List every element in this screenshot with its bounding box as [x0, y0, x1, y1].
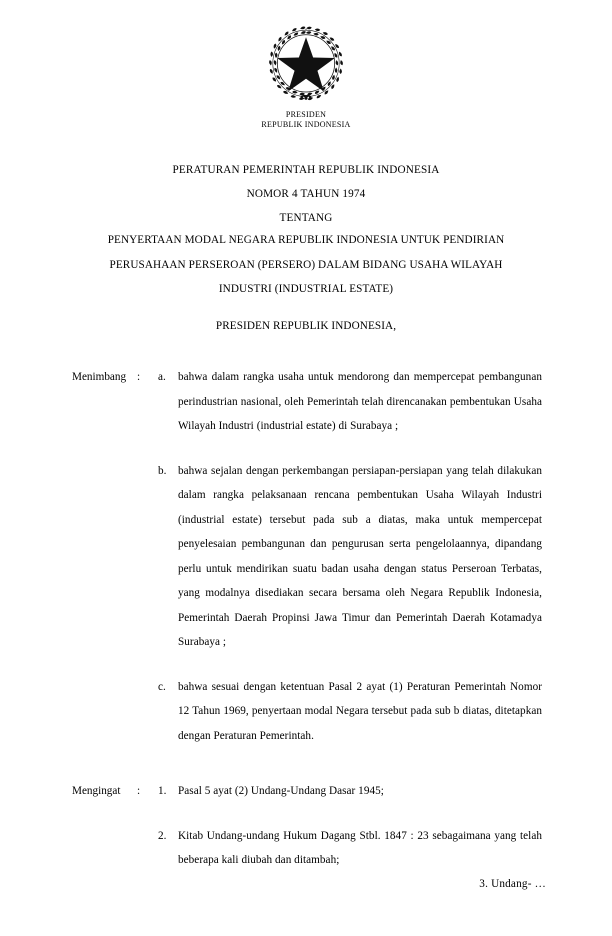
- menimbang-label: Menimbang: [72, 371, 127, 383]
- subject-line-3: INDUSTRI (INDUSTRIAL ESTATE): [218, 283, 394, 295]
- menimbang-item-list: [158, 365, 542, 748]
- item-marker: 1.: [158, 785, 167, 797]
- page-catchword: 3. Undang- …: [479, 878, 546, 890]
- list-item: [158, 459, 542, 655]
- regulation-number-line: NOMOR 4 TAHUN 1974: [246, 188, 366, 200]
- item-marker: 2.: [158, 829, 167, 842]
- mengingat-label: Mengingat: [72, 785, 121, 797]
- mengingat-colon: :: [137, 785, 141, 797]
- about-label-line: TENTANG: [279, 212, 333, 224]
- document-title-block: [36, 158, 576, 230]
- item-text: bahwa dalam rangka usaha untuk mendorong dan mempercepat pembangunan perindustrian nasional, oleh Pemerintah telah direncanakan pembentukan Usaha Wilayah Industri (industrial estate) di Surabaya ;: [178, 371, 542, 432]
- item-text: Kitab Undang-undang Hukum Dagang Stbl. 1847 : 23 sebagaimana yang telah beberapa kali diubah dan ditambah;: [178, 829, 542, 866]
- list-item: [158, 365, 542, 439]
- list-item: [158, 675, 542, 749]
- menimbang-colon: :: [137, 371, 141, 383]
- list-item: [158, 824, 542, 873]
- item-marker: b.: [158, 464, 167, 477]
- subject-line-1: PENYERTAAN MODAL NEGARA REPUBLIK INDONESIA UNTUK PENDIRIAN: [107, 234, 505, 246]
- emblem-caption: [0, 110, 612, 129]
- item-text: Pasal 5 ayat (2) Undang-Undang Dasar 1945;: [178, 785, 384, 797]
- presidential-emblem-block: [0, 26, 612, 129]
- emblem-caption-line1: PRESIDEN: [285, 110, 327, 119]
- item-marker: a.: [158, 371, 166, 383]
- list-item: [158, 779, 542, 804]
- item-text: bahwa sejalan dengan perkembangan persiapan-persiapan yang telah dilakukan dalam rangka pelaksanaan rencana pembentukan Usaha Wilayah Industri (industrial estate) tersebut pada sub a diatas, maka untuk mempercepat penyelesaian pembangunan dan pengurusan serta pengelolaannya, dipandang perlu untuk mendirikan suatu badan usaha dengan status Perseroan Terbatas, yang modalnya disediakan secara bersama oleh Negara Republik Indonesia, Pemerintah Daerah Propinsi Jawa Timur dan Pemerintah Daerah Kotamadya Surabaya ;: [178, 464, 542, 648]
- regulation-type-line: PERATURAN PEMERINTAH REPUBLIK INDONESIA: [172, 164, 440, 176]
- document-subject-block: [36, 228, 576, 302]
- emblem-caption-line2: REPUBLIK INDONESIA: [261, 119, 351, 129]
- issuing-authority-line: PRESIDEN REPUBLIK INDONESIA,: [215, 320, 397, 332]
- subject-line-2: PERUSAHAAN PERSEROAN (PERSERO) DALAM BIDANG USAHA WILAYAH: [109, 258, 503, 271]
- mengingat-item-list: [158, 779, 542, 873]
- item-marker: c.: [158, 680, 166, 693]
- indonesian-presidential-seal-icon: [264, 26, 348, 104]
- item-text: bahwa sesuai dengan ketentuan Pasal 2 ayat (1) Peraturan Pemerintah Nomor 12 Tahun 1969, penyertaan modal Negara tersebut pada sub b diatas, ditetapkan dengan Peraturan Pemerintah.: [178, 680, 542, 742]
